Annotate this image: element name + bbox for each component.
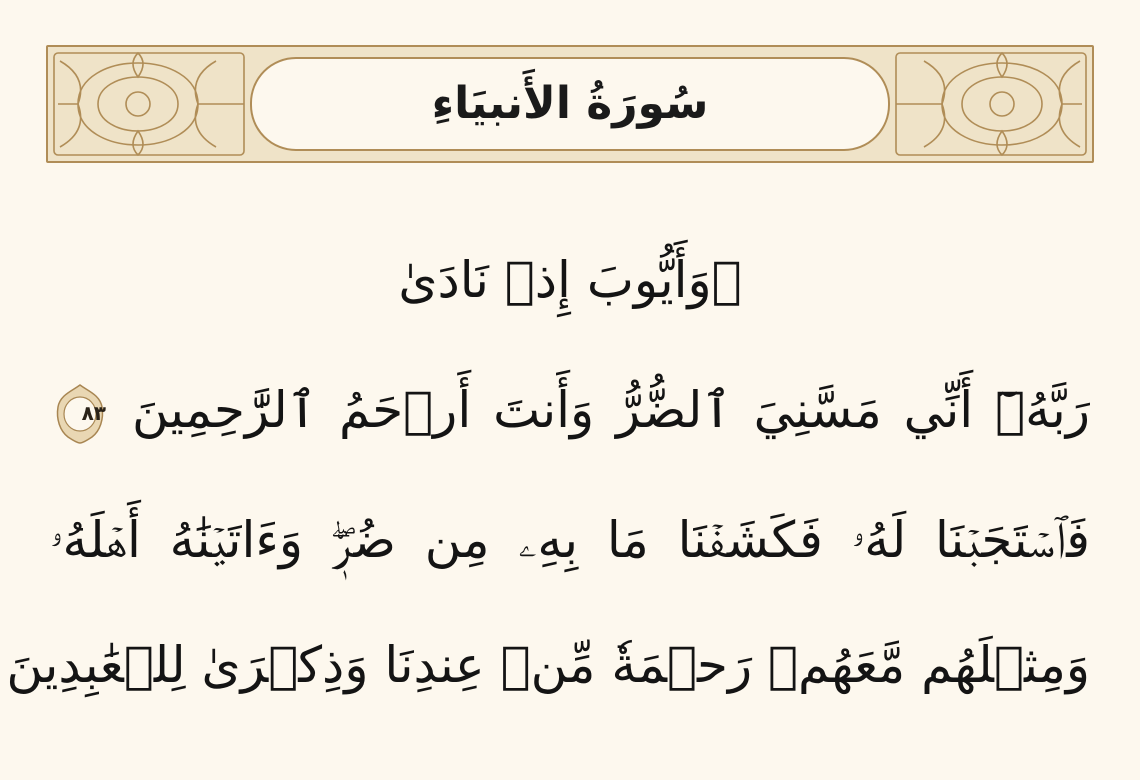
verse-line-2-text: رَبَّهُۥٓ أَنِّي مَسَّنِيَ ٱلضُّرُّ وَأَنتَ أَرۡحَمُ ٱلرَّٰحِمِينَ — [131, 381, 1090, 439]
verse-line-1 — [50, 245, 1090, 315]
surah-title-plate — [250, 57, 890, 151]
ayah-marker-83 — [54, 383, 106, 445]
verse-line-3-text: فَٱسۡتَجَبۡنَا لَهُۥ فَكَشَفۡنَا مَا بِهِۦ مِن ضُرّٖۖ وَءَاتَيۡنَٰهُ أَهۡلَهُۥ — [50, 511, 1090, 569]
verse-line-4-text: وَمِثۡلَهُم مَّعَهُمۡ رَحۡمَةٗ مِّنۡ عِندِنَا وَذِكۡرَىٰ لِلۡعَٰبِدِينَ — [6, 636, 1090, 694]
verse-line-4 — [6, 630, 1090, 700]
surah-header-frame — [46, 45, 1094, 163]
verse-line-3 — [50, 505, 1090, 575]
verse-line-2 — [50, 375, 1090, 445]
verse-line-1-text: ۞وَأَيُّوبَ إِذۡ نَادَىٰ — [398, 251, 742, 309]
ayah-number: ٨٣ — [81, 400, 106, 425]
surah-title: سُورَةُ الأَنبيَاءِ — [431, 78, 709, 129]
